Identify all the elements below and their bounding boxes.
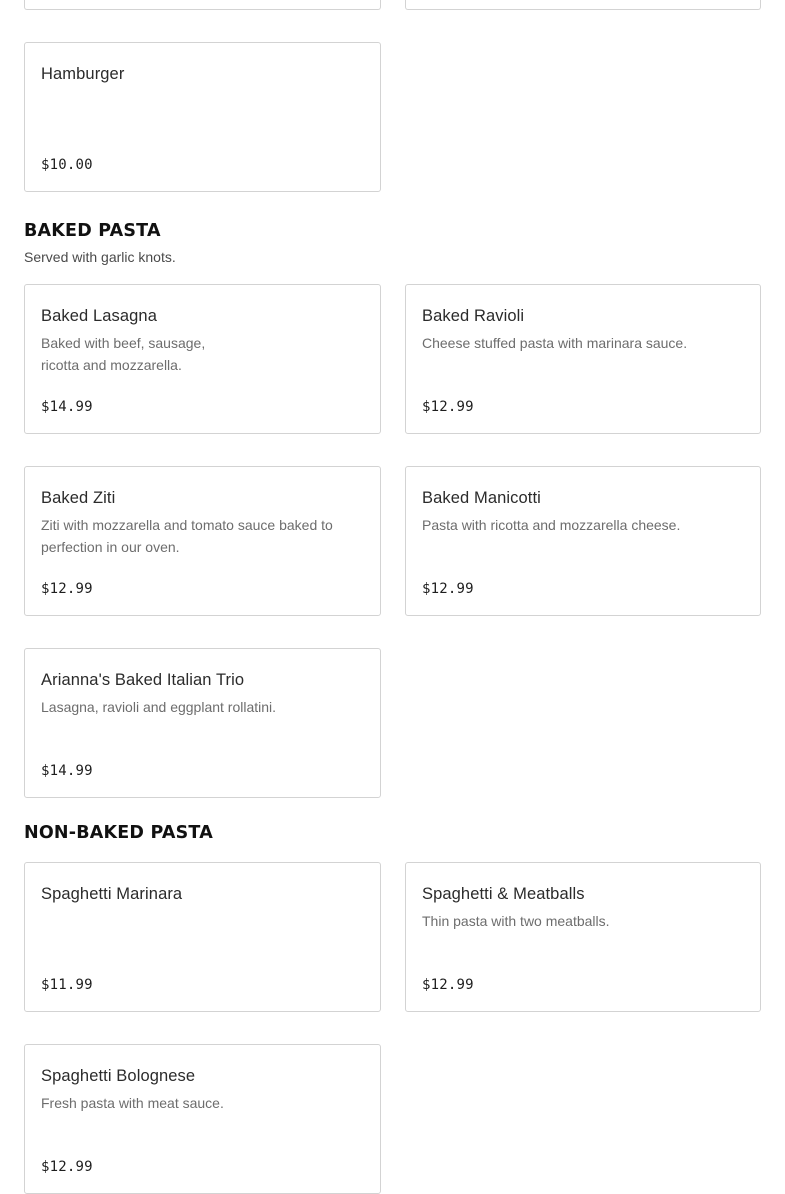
menu-item-price: $11.99 xyxy=(41,977,93,993)
menu-item-name: Baked Ziti xyxy=(41,489,116,507)
menu-item-price: $14.99 xyxy=(41,763,93,779)
menu-item-name: Hamburger xyxy=(41,65,125,83)
menu-item-card[interactable] xyxy=(405,466,761,616)
section-subtitle: Served with garlic knots. xyxy=(24,249,176,265)
menu-item-card[interactable] xyxy=(405,284,761,434)
menu-item-card[interactable] xyxy=(24,862,381,1012)
menu-item-card-cutoff[interactable] xyxy=(24,0,381,10)
menu-item-price: $12.99 xyxy=(41,581,93,597)
menu-item-price: $12.99 xyxy=(422,977,474,993)
menu-item-card[interactable] xyxy=(24,42,381,192)
menu-item-card[interactable] xyxy=(24,466,381,616)
menu-section-non-baked-pasta xyxy=(0,821,785,1194)
menu-item-price: $10.00 xyxy=(41,157,93,173)
previous-menu-section xyxy=(0,0,785,192)
menu-item-description: Thin pasta with two meatballs. xyxy=(422,913,610,929)
menu-item-description: Pasta with ricotta and mozzarella cheese. xyxy=(422,517,681,533)
menu-item-price: $14.99 xyxy=(41,399,93,415)
section-title: BAKED PASTA xyxy=(24,221,161,241)
section-title: NON-BAKED PASTA xyxy=(24,823,213,843)
menu-section-baked-pasta xyxy=(0,219,785,798)
menu-item-description: Cheese stuffed pasta with marinara sauce. xyxy=(422,335,688,351)
menu-item-description: Baked with beef, sausage, ricotta and mozzarella. xyxy=(41,335,206,373)
menu-item-name: Baked Lasagna xyxy=(41,307,157,325)
menu-item-name: Arianna's Baked Italian Trio xyxy=(41,671,245,689)
menu-item-card[interactable] xyxy=(24,284,381,434)
menu-item-description: Fresh pasta with meat sauce. xyxy=(41,1095,224,1111)
menu-item-description: Lasagna, ravioli and eggplant rollatini. xyxy=(41,699,277,715)
menu-item-name: Baked Ravioli xyxy=(422,307,525,325)
menu-item-description: Ziti with mozzarella and tomato sauce baked to perfection in our oven. xyxy=(41,517,333,555)
menu-item-price: $12.99 xyxy=(422,399,474,415)
menu-item-name: Spaghetti Bolognese xyxy=(41,1067,196,1085)
menu-item-card[interactable] xyxy=(24,648,381,798)
menu-item-name: Baked Manicotti xyxy=(422,489,541,507)
menu-item-card-cutoff[interactable] xyxy=(405,0,761,10)
menu-item-card[interactable] xyxy=(405,862,761,1012)
menu-item-name: Spaghetti & Meatballs xyxy=(422,885,585,903)
menu-item-price: $12.99 xyxy=(41,1159,93,1175)
menu-item-card[interactable] xyxy=(24,1044,381,1194)
menu-item-price: $12.99 xyxy=(422,581,474,597)
menu-item-name: Spaghetti Marinara xyxy=(41,885,183,903)
